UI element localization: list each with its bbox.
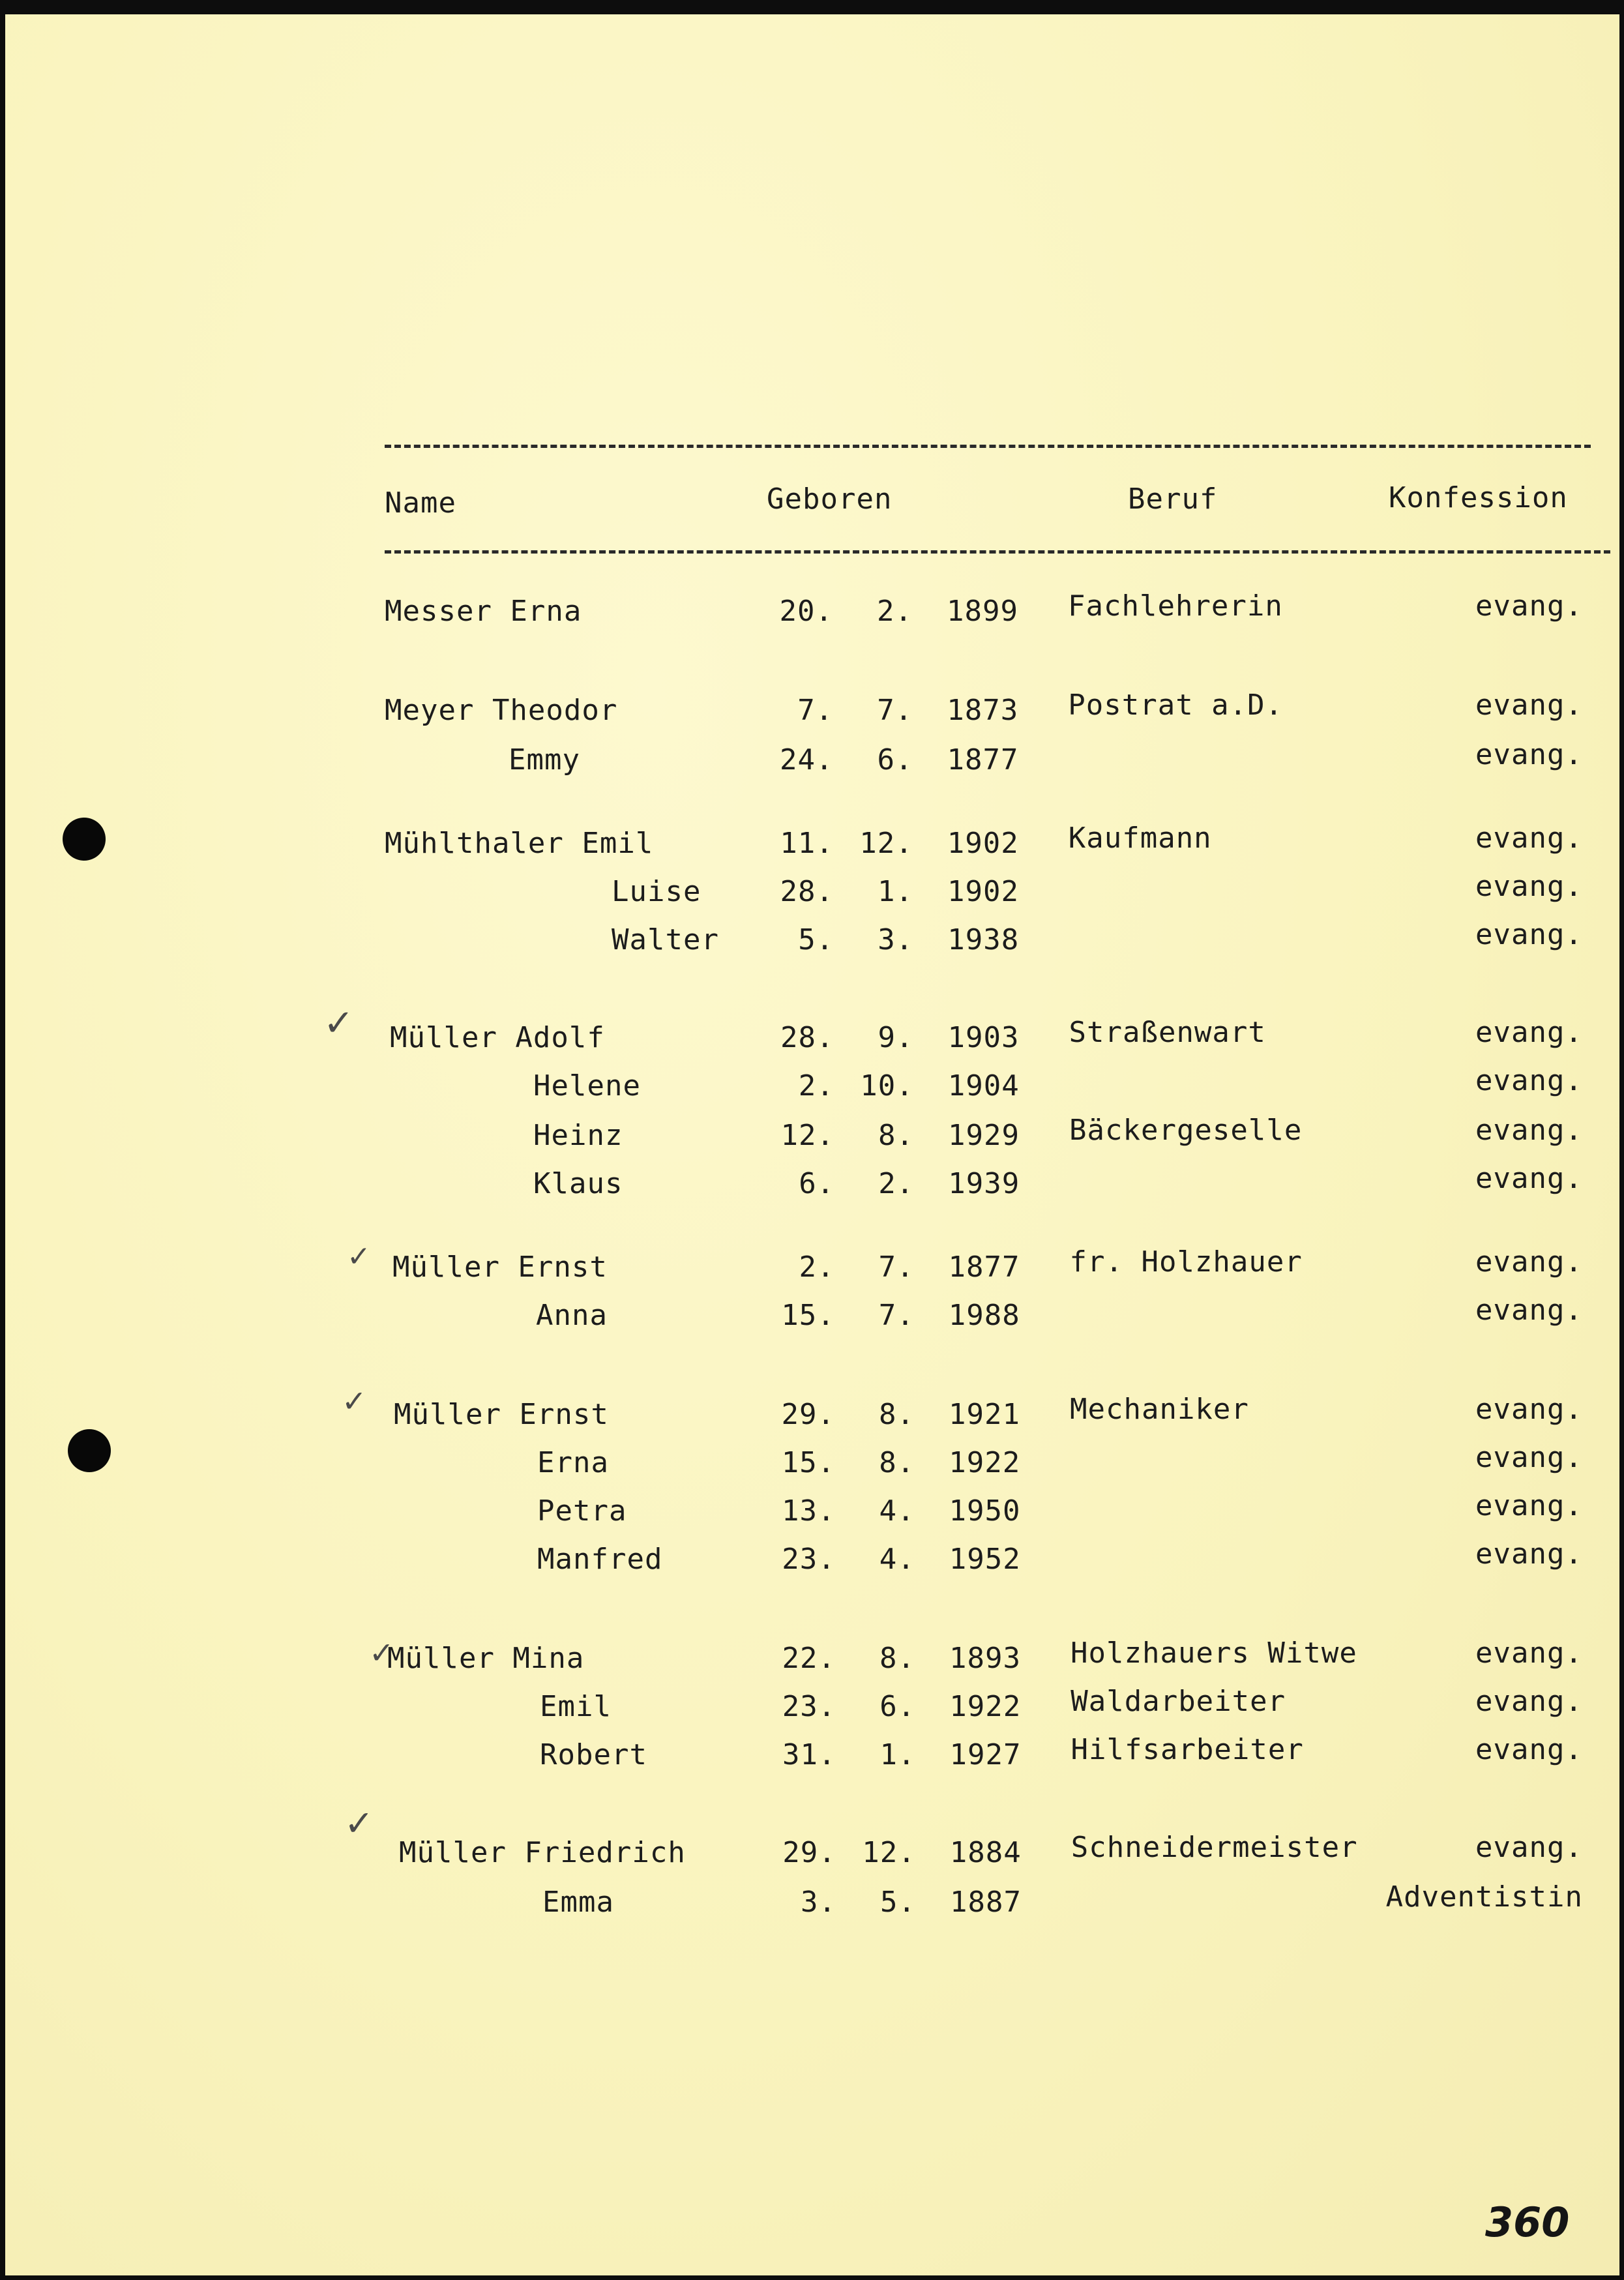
- person-name: Anna: [536, 1299, 608, 1332]
- birth-month: 10.: [860, 1069, 914, 1103]
- check-mark-icon: ✓: [323, 1002, 354, 1044]
- person-name: Müller Friedrich: [399, 1836, 686, 1869]
- check-mark-icon: ✓: [344, 1803, 374, 1844]
- person-name: Petra: [537, 1494, 627, 1528]
- birth-day: 11.: [780, 827, 834, 860]
- birth-day: 22.: [782, 1642, 836, 1675]
- birth-month: 1.: [879, 1738, 916, 1771]
- denomination: evang.: [1475, 1489, 1583, 1522]
- birth-year: 1877: [948, 1251, 1020, 1284]
- birth-month: 1.: [878, 875, 913, 908]
- occupation: Kaufmann: [1068, 822, 1212, 855]
- denomination: evang.: [1475, 1245, 1583, 1279]
- person-name: Luise: [612, 875, 701, 908]
- birth-year: 1938: [947, 923, 1020, 956]
- occupation: Holzhauers Witwe: [1070, 1636, 1357, 1670]
- header-rule-top: [385, 445, 1591, 448]
- birth-year: 1952: [949, 1543, 1021, 1576]
- check-mark-icon: ✓: [369, 1635, 394, 1670]
- denomination: evang.: [1475, 1294, 1583, 1327]
- denomination: evang.: [1475, 589, 1583, 623]
- occupation: Hilfsarbeiter: [1070, 1733, 1304, 1766]
- person-name: Walter: [612, 923, 719, 956]
- birth-day: 29.: [781, 1398, 835, 1431]
- denomination: evang.: [1475, 1016, 1583, 1049]
- denomination: evang.: [1475, 688, 1583, 722]
- denomination: evang.: [1475, 870, 1583, 903]
- birth-year: 1927: [949, 1738, 1022, 1771]
- birth-year: 1939: [948, 1167, 1020, 1200]
- birth-year: 1988: [948, 1299, 1020, 1332]
- occupation: Bäckergeselle: [1069, 1114, 1303, 1147]
- birth-month: 7.: [878, 1251, 915, 1284]
- birth-day: 29.: [782, 1836, 836, 1869]
- person-name: Emmy: [509, 743, 580, 777]
- check-mark-icon: ✓: [347, 1240, 371, 1273]
- birth-year: 1902: [947, 827, 1019, 860]
- birth-month: 8.: [878, 1119, 914, 1152]
- occupation: Waldarbeiter: [1070, 1685, 1286, 1718]
- column-header-name: Name: [385, 486, 456, 520]
- birth-month: 7.: [878, 1299, 915, 1332]
- denomination: evang.: [1475, 1685, 1583, 1718]
- birth-day: 6.: [799, 1167, 835, 1200]
- person-name: Müller Ernst: [392, 1251, 608, 1284]
- birth-month: 8.: [879, 1642, 915, 1675]
- denomination: evang.: [1475, 918, 1583, 951]
- occupation: Schneidermeister: [1070, 1831, 1358, 1864]
- birth-year: 1902: [947, 875, 1019, 908]
- person-name: Klaus: [533, 1167, 623, 1200]
- column-header-geboren: Geboren: [767, 482, 893, 516]
- page-number: 360: [1485, 2199, 1570, 2246]
- punch-hole-top: [63, 818, 106, 861]
- person-name: Emil: [540, 1690, 612, 1723]
- birth-year: 1903: [947, 1021, 1020, 1054]
- birth-day: 31.: [782, 1738, 836, 1771]
- denomination: Adventistin: [1385, 1880, 1583, 1914]
- person-name: Erna: [537, 1446, 609, 1479]
- birth-year: 1922: [949, 1446, 1021, 1479]
- birth-year: 1899: [947, 595, 1018, 628]
- person-name: Mühlthaler Emil: [385, 827, 654, 860]
- person-name: Manfred: [537, 1543, 663, 1576]
- birth-day: 20.: [779, 595, 833, 628]
- birth-day: 28.: [780, 1021, 834, 1054]
- birth-day: 13.: [782, 1494, 836, 1528]
- denomination: evang.: [1475, 1636, 1583, 1670]
- birth-month: 2.: [877, 595, 913, 628]
- birth-year: 1904: [947, 1069, 1020, 1103]
- birth-month: 2.: [878, 1167, 915, 1200]
- header-rule-bottom: [385, 550, 1610, 554]
- birth-month: 4.: [879, 1543, 915, 1576]
- occupation: Postrat a.D.: [1068, 688, 1284, 722]
- person-name: Müller Adolf: [390, 1021, 605, 1054]
- denomination: evang.: [1475, 822, 1583, 855]
- person-name: Müller Ernst: [394, 1398, 609, 1431]
- occupation: fr. Holzhauer: [1069, 1245, 1303, 1279]
- birth-month: 8.: [879, 1446, 915, 1479]
- denomination: evang.: [1475, 1441, 1583, 1474]
- person-name: Meyer Theodor: [385, 694, 618, 727]
- birth-day: 23.: [782, 1690, 836, 1723]
- denomination: evang.: [1475, 738, 1583, 771]
- person-name: Heinz: [533, 1119, 623, 1152]
- birth-month: 12.: [862, 1836, 916, 1869]
- occupation: Fachlehrerin: [1068, 589, 1283, 623]
- column-header-konfession: Konfession: [1389, 481, 1568, 514]
- person-name: Emma: [542, 1886, 614, 1919]
- person-name: Müller Mina: [387, 1642, 585, 1675]
- punch-hole-bottom: [68, 1429, 111, 1472]
- denomination: evang.: [1475, 1537, 1583, 1571]
- birth-month: 6.: [877, 743, 913, 777]
- birth-day: 15.: [781, 1446, 836, 1479]
- birth-day: 3.: [801, 1886, 836, 1919]
- occupation: Straßenwart: [1069, 1016, 1266, 1049]
- birth-year: 1922: [949, 1690, 1022, 1723]
- birth-day: 24.: [780, 743, 834, 777]
- birth-day: 2.: [799, 1251, 835, 1284]
- birth-year: 1921: [949, 1398, 1020, 1431]
- denomination: evang.: [1475, 1162, 1583, 1195]
- birth-day: 15.: [781, 1299, 835, 1332]
- birth-year: 1884: [949, 1836, 1022, 1869]
- birth-day: 23.: [782, 1543, 836, 1576]
- birth-year: 1873: [947, 694, 1019, 727]
- birth-year: 1877: [947, 743, 1019, 777]
- birth-day: 2.: [798, 1069, 834, 1103]
- birth-year: 1893: [949, 1642, 1021, 1675]
- document-page: [5, 14, 1619, 2275]
- birth-day: 28.: [780, 875, 834, 908]
- person-name: Messer Erna: [385, 595, 582, 628]
- birth-month: 4.: [879, 1494, 915, 1528]
- birth-month: 5.: [880, 1886, 916, 1919]
- birth-month: 3.: [878, 923, 914, 956]
- person-name: Robert: [540, 1738, 647, 1771]
- birth-month: 7.: [877, 694, 913, 727]
- birth-day: 5.: [798, 923, 834, 956]
- person-name: Helene: [533, 1069, 641, 1103]
- occupation: Mechaniker: [1070, 1393, 1249, 1426]
- denomination: evang.: [1475, 1831, 1583, 1864]
- birth-month: 8.: [879, 1398, 915, 1431]
- birth-day: 7.: [797, 694, 834, 727]
- check-mark-icon: ✓: [342, 1384, 367, 1419]
- birth-year: 1887: [950, 1886, 1022, 1919]
- birth-year: 1950: [949, 1494, 1021, 1528]
- denomination: evang.: [1475, 1064, 1583, 1097]
- denomination: evang.: [1475, 1393, 1583, 1426]
- birth-year: 1929: [948, 1119, 1020, 1152]
- denomination: evang.: [1475, 1114, 1583, 1147]
- denomination: evang.: [1475, 1733, 1583, 1766]
- birth-day: 12.: [780, 1119, 834, 1152]
- column-header-beruf: Beruf: [1128, 482, 1218, 516]
- birth-month: 12.: [859, 827, 913, 860]
- birth-month: 9.: [878, 1021, 914, 1054]
- birth-month: 6.: [879, 1690, 916, 1723]
